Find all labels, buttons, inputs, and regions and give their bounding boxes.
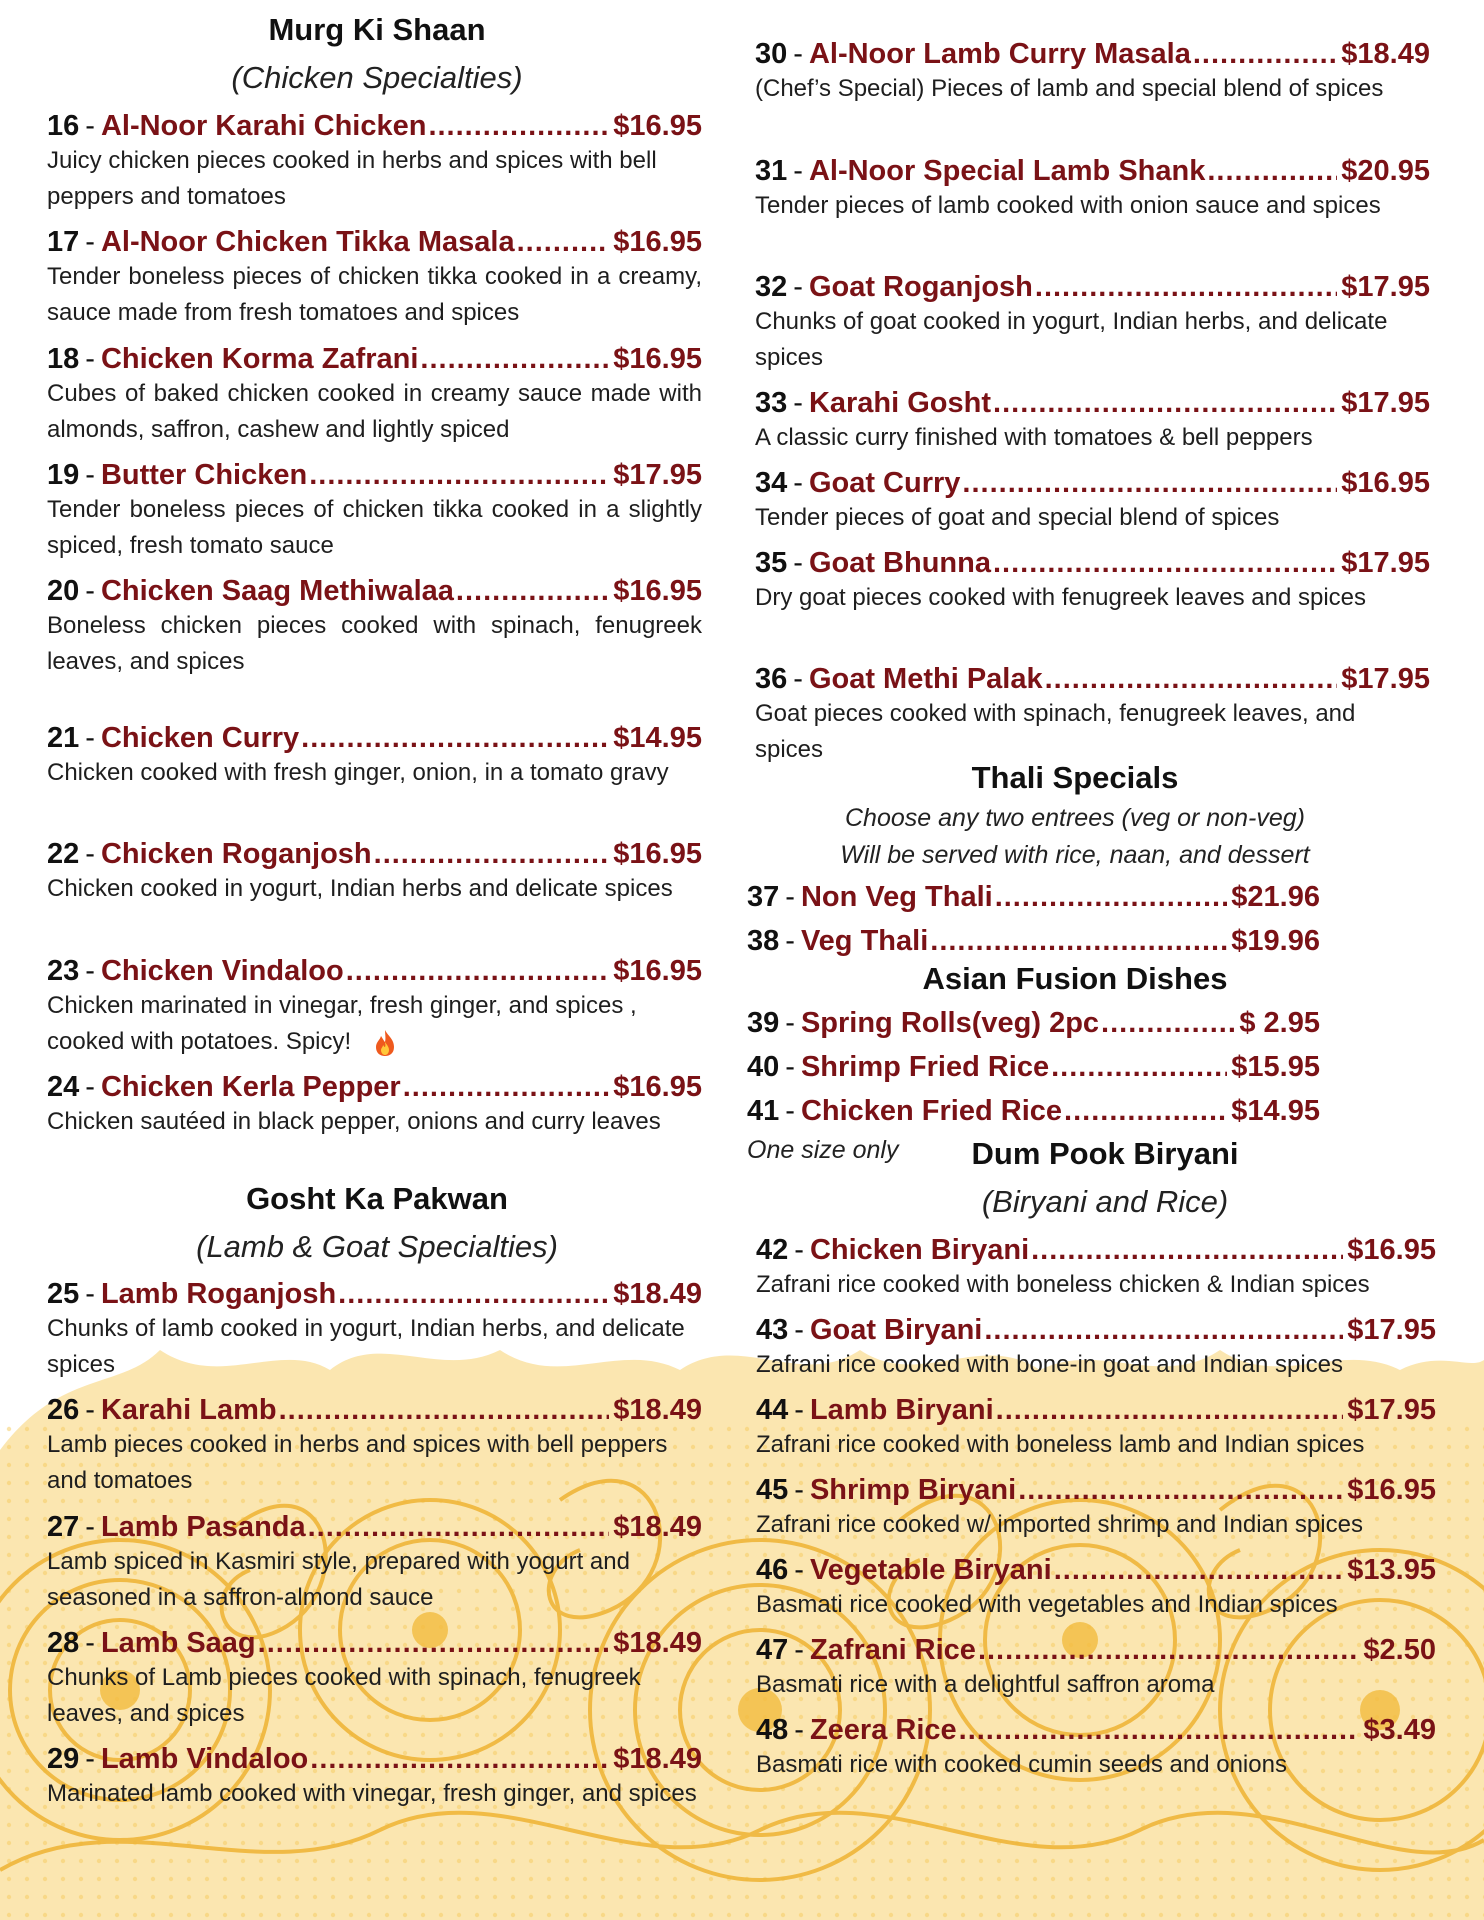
item-number: 39 [747, 1007, 780, 1039]
menu-item-heading [747, 1050, 1320, 1084]
menu-item-heading [47, 574, 702, 608]
leader-dots [1207, 154, 1337, 188]
item-name: Lamb Saag [100, 1627, 256, 1659]
leader-dots [959, 1713, 1360, 1747]
leader-dots [258, 1626, 610, 1660]
menu-item [47, 1626, 702, 1732]
item-name: Chicken Roganjosh [100, 838, 372, 870]
menu-item [756, 1473, 1436, 1543]
fire-icon [374, 1029, 396, 1057]
menu-item [755, 386, 1430, 456]
item-name: Chicken Korma Zafrani [100, 343, 419, 375]
menu-item [755, 662, 1430, 768]
item-name: Chicken Saag Methiwalaa [100, 575, 454, 607]
thali-note-line1: Choose any two entrees (veg or non-veg) [845, 804, 1305, 832]
item-price: $13.95 [1347, 1554, 1436, 1586]
leader-dots [309, 458, 609, 492]
item-price: $18.49 [613, 1511, 702, 1543]
leader-dots [995, 880, 1228, 914]
item-dash: - [793, 271, 803, 303]
item-description-wrap [47, 988, 702, 1060]
item-dash: - [85, 1394, 95, 1426]
item-price: $18.49 [1341, 38, 1430, 70]
item-description: Chunks of Lamb pieces cooked with spinach, fenugreek leaves, and spices [47, 1664, 641, 1727]
item-dash: - [85, 575, 95, 607]
menu-item [47, 1742, 702, 1812]
item-description: (Chef’s Special) Pieces of lamb and special blend of spices [755, 75, 1384, 102]
item-dash: - [785, 1095, 795, 1127]
item-name: Shrimp Fried Rice [800, 1051, 1050, 1083]
leader-dots [996, 1393, 1344, 1427]
item-name: Spring Rolls(veg) 2pc [800, 1007, 1100, 1039]
item-dash: - [794, 1714, 804, 1746]
item-description: Lamb spiced in Kasmiri style, prepared with yogurt and seasoned in a saffron-almond sauce [47, 1548, 630, 1611]
item-name: Lamb Biryani [809, 1394, 994, 1426]
item-price: $20.95 [1341, 155, 1430, 187]
item-number: 20 [47, 575, 80, 607]
item-name: Zeera Rice [809, 1714, 957, 1746]
menu-item [747, 880, 1320, 914]
menu-item [756, 1233, 1436, 1303]
item-description: Zafrani rice cooked with bone-in goat and Indian spices [756, 1351, 1344, 1378]
item-name: Al-Noor Special Lamb Shank [808, 155, 1206, 187]
item-description: Chunks of goat cooked in yogurt, Indian herbs, and delicate spices [755, 308, 1388, 371]
leader-dots [517, 225, 610, 259]
item-dash: - [793, 467, 803, 499]
leader-dots [346, 954, 610, 988]
item-description: Basmati rice with cooked cumin seeds and onions [756, 1751, 1287, 1778]
item-description: Chicken cooked with fresh ginger, onion, in a tomato gravy [47, 759, 669, 786]
item-dash: - [85, 459, 95, 491]
menu-item [47, 574, 702, 680]
menu-item [756, 1553, 1436, 1623]
item-dash: - [85, 1743, 95, 1775]
leader-dots [1101, 1006, 1235, 1040]
menu-item [47, 458, 702, 564]
item-name: Chicken Curry [100, 722, 300, 754]
menu-item-heading [755, 546, 1430, 580]
section-title-lamb: Gosht Ka Pakwan [246, 1181, 508, 1216]
leader-dots [1018, 1473, 1343, 1507]
item-description: Dry goat pieces cooked with fenugreek leaves and spices [755, 584, 1367, 611]
item-name: Zafrani Rice [809, 1634, 976, 1666]
menu-item [756, 1633, 1436, 1703]
item-dash: - [85, 1071, 95, 1103]
item-description: Juicy chicken pieces cooked in herbs and spices with bell peppers and tomatoes [47, 147, 657, 210]
menu-item [755, 466, 1430, 536]
menu-item-heading [47, 721, 702, 755]
item-dash: - [794, 1314, 804, 1346]
item-price: $18.49 [613, 1743, 702, 1775]
item-number: 25 [47, 1278, 80, 1310]
menu-item [747, 1050, 1320, 1084]
menu-item-heading [747, 880, 1320, 914]
item-number: 47 [756, 1634, 789, 1666]
leader-dots [1054, 1553, 1344, 1587]
menu-item [47, 342, 702, 448]
menu-item [747, 924, 1320, 958]
item-dash: - [85, 955, 95, 987]
item-number: 30 [755, 38, 788, 70]
leader-dots [962, 466, 1337, 500]
item-price: $16.95 [613, 1071, 702, 1103]
menu-item-heading [756, 1553, 1436, 1587]
menu-item [47, 721, 702, 791]
menu-item-heading [755, 154, 1430, 188]
item-name: Karahi Lamb [100, 1394, 277, 1426]
menu-item-heading [47, 1742, 702, 1776]
menu-item-heading [47, 954, 702, 988]
item-description: Chicken marinated in vinegar, fresh ginger, and spices , cooked with potatoes. Spicy! [47, 992, 637, 1055]
item-number: 43 [756, 1314, 789, 1346]
item-price: $17.95 [613, 459, 702, 491]
item-dash: - [785, 881, 795, 913]
item-price: $14.95 [1231, 1095, 1320, 1127]
leader-dots [403, 1070, 610, 1104]
item-description: Cubes of baked chicken cooked in creamy sauce made with almonds, saffron, cashew and lightly spiced [47, 380, 702, 443]
item-description: Lamb pieces cooked in herbs and spices with bell peppers and tomatoes [47, 1431, 668, 1494]
item-price: $16.95 [613, 343, 702, 375]
item-number: 19 [47, 459, 80, 491]
menu-item-heading [47, 1510, 702, 1544]
item-description: Chicken sautéed in black pepper, onions and curry leaves [47, 1108, 661, 1135]
item-name: Veg Thali [800, 925, 929, 957]
item-price: $16.95 [613, 110, 702, 142]
item-number: 18 [47, 343, 80, 375]
menu-item [756, 1393, 1436, 1463]
item-dash: - [85, 1278, 95, 1310]
item-dash: - [794, 1634, 804, 1666]
leader-dots [978, 1633, 1359, 1667]
item-dash: - [793, 155, 803, 187]
menu-item [47, 109, 702, 215]
item-dash: - [85, 722, 95, 754]
section-subtitle-biryani: (Biryani and Rice) [981, 1184, 1229, 1219]
item-number: 29 [47, 1743, 80, 1775]
item-dash: - [793, 387, 803, 419]
item-name: Shrimp Biryani [809, 1474, 1017, 1506]
item-description: Tender boneless pieces of chicken tikka cooked in a creamy, sauce made from fresh tomatoes and spices [47, 263, 702, 326]
menu-item [747, 1006, 1320, 1040]
item-number: 41 [747, 1095, 780, 1127]
menu-item-heading [47, 1070, 702, 1104]
item-number: 36 [755, 663, 788, 695]
menu-item [47, 1070, 702, 1140]
item-description: Basmati rice with a delightful saffron aroma [756, 1671, 1215, 1698]
item-number: 32 [755, 271, 788, 303]
menu-item-heading [47, 342, 702, 376]
leader-dots [338, 1277, 609, 1311]
item-name: Chicken Biryani [809, 1234, 1030, 1266]
item-name: Goat Roganjosh [808, 271, 1033, 303]
item-dash: - [785, 925, 795, 957]
item-name: Al-Noor Chicken Tikka Masala [100, 226, 515, 258]
item-name: Al-Noor Karahi Chicken [100, 110, 427, 142]
item-price: $17.95 [1341, 387, 1430, 419]
item-description: Chicken cooked in yogurt, Indian herbs and delicate spices [47, 875, 673, 902]
menu-item-heading [756, 1713, 1436, 1747]
item-price: $17.95 [1341, 271, 1430, 303]
item-dash: - [785, 1007, 795, 1039]
item-price: $16.95 [613, 575, 702, 607]
menu-item-heading [755, 386, 1430, 420]
item-price: $21.96 [1231, 881, 1320, 913]
leader-dots [984, 1313, 1343, 1347]
menu-item [755, 546, 1430, 616]
item-dash: - [793, 663, 803, 695]
section-title-biryani: Dum Pook Biryani [971, 1136, 1239, 1171]
leader-dots [279, 1393, 610, 1427]
item-price: $3.49 [1363, 1714, 1436, 1746]
leader-dots [1064, 1094, 1227, 1128]
thali-note [755, 800, 1395, 874]
item-number: 17 [47, 226, 80, 258]
item-name: Vegetable Biryani [809, 1554, 1052, 1586]
item-dash: - [85, 343, 95, 375]
item-dash: - [794, 1234, 804, 1266]
item-name: Lamb Roganjosh [100, 1278, 337, 1310]
item-price: $16.95 [1341, 467, 1430, 499]
item-dash: - [794, 1554, 804, 1586]
item-dash: - [793, 547, 803, 579]
item-number: 27 [47, 1511, 80, 1543]
item-description: Boneless chicken pieces cooked with spinach, fenugreek leaves, and spices [47, 612, 702, 675]
item-dash: - [785, 1051, 795, 1083]
item-price: $15.95 [1231, 1051, 1320, 1083]
item-number: 48 [756, 1714, 789, 1746]
leader-dots [930, 924, 1227, 958]
item-price: $18.49 [613, 1627, 702, 1659]
section-title-thali: Thali Specials [971, 760, 1179, 795]
item-number: 24 [47, 1071, 80, 1103]
item-number: 16 [47, 110, 80, 142]
item-number: 35 [755, 547, 788, 579]
item-name: Chicken Kerla Pepper [100, 1071, 401, 1103]
item-description: Zafrani rice cooked with boneless lamb and Indian spices [756, 1431, 1365, 1458]
leader-dots [993, 546, 1337, 580]
menu-item [747, 1094, 1320, 1128]
item-name: Goat Curry [808, 467, 961, 499]
item-number: 38 [747, 925, 780, 957]
item-description: Zafrani rice cooked with boneless chicken & Indian spices [756, 1271, 1370, 1298]
item-price: $14.95 [613, 722, 702, 754]
menu-item [47, 225, 702, 331]
menu-item [755, 270, 1430, 376]
section-subtitle-lamb: (Lamb & Goat Specialties) [196, 1229, 558, 1264]
leader-dots [1035, 270, 1337, 304]
item-description: Chunks of lamb cooked in yogurt, Indian herbs, and delicate spices [47, 1315, 685, 1378]
leader-dots [993, 386, 1337, 420]
item-number: 26 [47, 1394, 80, 1426]
item-number: 28 [47, 1627, 80, 1659]
item-price: $17.95 [1341, 663, 1430, 695]
item-name: Chicken Vindaloo [100, 955, 344, 987]
section-title-fusion: Asian Fusion Dishes [922, 961, 1228, 996]
leader-dots [428, 109, 609, 143]
menu-item-heading [747, 1094, 1320, 1128]
menu-item-heading [755, 37, 1430, 71]
menu-item [47, 1393, 702, 1499]
item-number: 23 [47, 955, 80, 987]
menu-item-heading [47, 225, 702, 259]
menu-item-heading [755, 466, 1430, 500]
item-description: Tender pieces of goat and special blend of spices [755, 504, 1280, 531]
section-title-chicken: Murg Ki Shaan [268, 12, 486, 47]
menu-item-heading [47, 1277, 702, 1311]
item-number: 31 [755, 155, 788, 187]
item-price: $18.49 [613, 1394, 702, 1426]
item-name: Chicken Fried Rice [800, 1095, 1063, 1127]
item-number: 37 [747, 881, 780, 913]
menu-item-heading [47, 458, 702, 492]
leader-dots [1051, 1050, 1227, 1084]
item-price: $16.95 [1347, 1234, 1436, 1266]
item-dash: - [85, 838, 95, 870]
item-price: $2.50 [1363, 1634, 1436, 1666]
thali-note-line2: Will be served with rice, naan, and dessert [840, 841, 1310, 869]
item-number: 42 [756, 1234, 789, 1266]
item-dash: - [85, 1627, 95, 1659]
menu-item-heading [756, 1233, 1436, 1267]
menu-item [47, 1277, 702, 1383]
menu-item-heading [755, 270, 1430, 304]
item-dash: - [794, 1474, 804, 1506]
item-name: Goat Biryani [809, 1314, 983, 1346]
leader-dots [1193, 37, 1337, 71]
item-number: 34 [755, 467, 788, 499]
item-number: 40 [747, 1051, 780, 1083]
item-name: Al-Noor Lamb Curry Masala [808, 38, 1191, 70]
item-price: $16.95 [613, 226, 702, 258]
item-number: 21 [47, 722, 80, 754]
menu-item [756, 1313, 1436, 1383]
menu-item-heading [47, 109, 702, 143]
item-description: A classic curry finished with tomatoes & bell peppers [755, 424, 1313, 451]
menu-item [755, 154, 1430, 224]
item-price: $17.95 [1347, 1394, 1436, 1426]
leader-dots [308, 1510, 610, 1544]
item-dash: - [85, 110, 95, 142]
leader-dots [310, 1742, 609, 1776]
menu-item-heading [47, 837, 702, 871]
leader-dots [420, 342, 609, 376]
menu-item-heading [747, 1006, 1320, 1040]
item-number: 46 [756, 1554, 789, 1586]
item-dash: - [85, 226, 95, 258]
menu-item [755, 37, 1430, 107]
item-name: Lamb Pasanda [100, 1511, 306, 1543]
item-number: 22 [47, 838, 80, 870]
item-dash: - [793, 38, 803, 70]
item-number: 33 [755, 387, 788, 419]
menu-item [756, 1713, 1436, 1783]
item-dash: - [85, 1511, 95, 1543]
item-description: Tender boneless pieces of chicken tikka cooked in a slightly spiced, fresh tomato sauce [47, 496, 702, 559]
item-number: 44 [756, 1394, 789, 1426]
leader-dots [301, 721, 609, 755]
item-price: $16.95 [613, 955, 702, 987]
leader-dots [374, 837, 610, 871]
item-price: $16.95 [1347, 1474, 1436, 1506]
item-price: $17.95 [1347, 1314, 1436, 1346]
item-description: Basmati rice cooked with vegetables and Indian spices [756, 1591, 1338, 1618]
menu-item-heading [47, 1393, 702, 1427]
section-subtitle-chicken: (Chicken Specialties) [231, 60, 523, 95]
item-description: Goat pieces cooked with spinach, fenugreek leaves, and spices [755, 700, 1356, 763]
item-price: $16.95 [613, 838, 702, 870]
menu-item-heading [755, 662, 1430, 696]
item-name: Non Veg Thali [800, 881, 993, 913]
item-name: Lamb Vindaloo [100, 1743, 309, 1775]
item-price: $18.49 [613, 1278, 702, 1310]
menu-item [47, 1510, 702, 1616]
menu-item-heading [747, 924, 1320, 958]
menu-item-heading [756, 1393, 1436, 1427]
item-dash: - [794, 1394, 804, 1426]
fusion-note: One size only [747, 1136, 899, 1164]
item-price: $19.96 [1231, 925, 1320, 957]
leader-dots [1031, 1233, 1343, 1267]
leader-dots [456, 574, 609, 608]
item-name: Goat Methi Palak [808, 663, 1043, 695]
item-description: Zafrani rice cooked w/ imported shrimp and Indian spices [756, 1511, 1363, 1538]
item-description: Tender pieces of lamb cooked with onion sauce and spices [755, 192, 1381, 219]
item-name: Butter Chicken [100, 459, 308, 491]
item-price: $17.95 [1341, 547, 1430, 579]
menu-item [47, 954, 702, 1060]
item-description: Marinated lamb cooked with vinegar, fresh ginger, and spices [47, 1780, 697, 1807]
item-name: Karahi Gosht [808, 387, 992, 419]
menu-item-heading [756, 1473, 1436, 1507]
item-name: Goat Bhunna [808, 547, 991, 579]
menu-item-heading [756, 1313, 1436, 1347]
menu-item [47, 837, 702, 907]
menu-item-heading [756, 1633, 1436, 1667]
item-price: $ 2.95 [1239, 1007, 1320, 1039]
leader-dots [1045, 662, 1338, 696]
item-number: 45 [756, 1474, 789, 1506]
menu-item-heading [47, 1626, 702, 1660]
